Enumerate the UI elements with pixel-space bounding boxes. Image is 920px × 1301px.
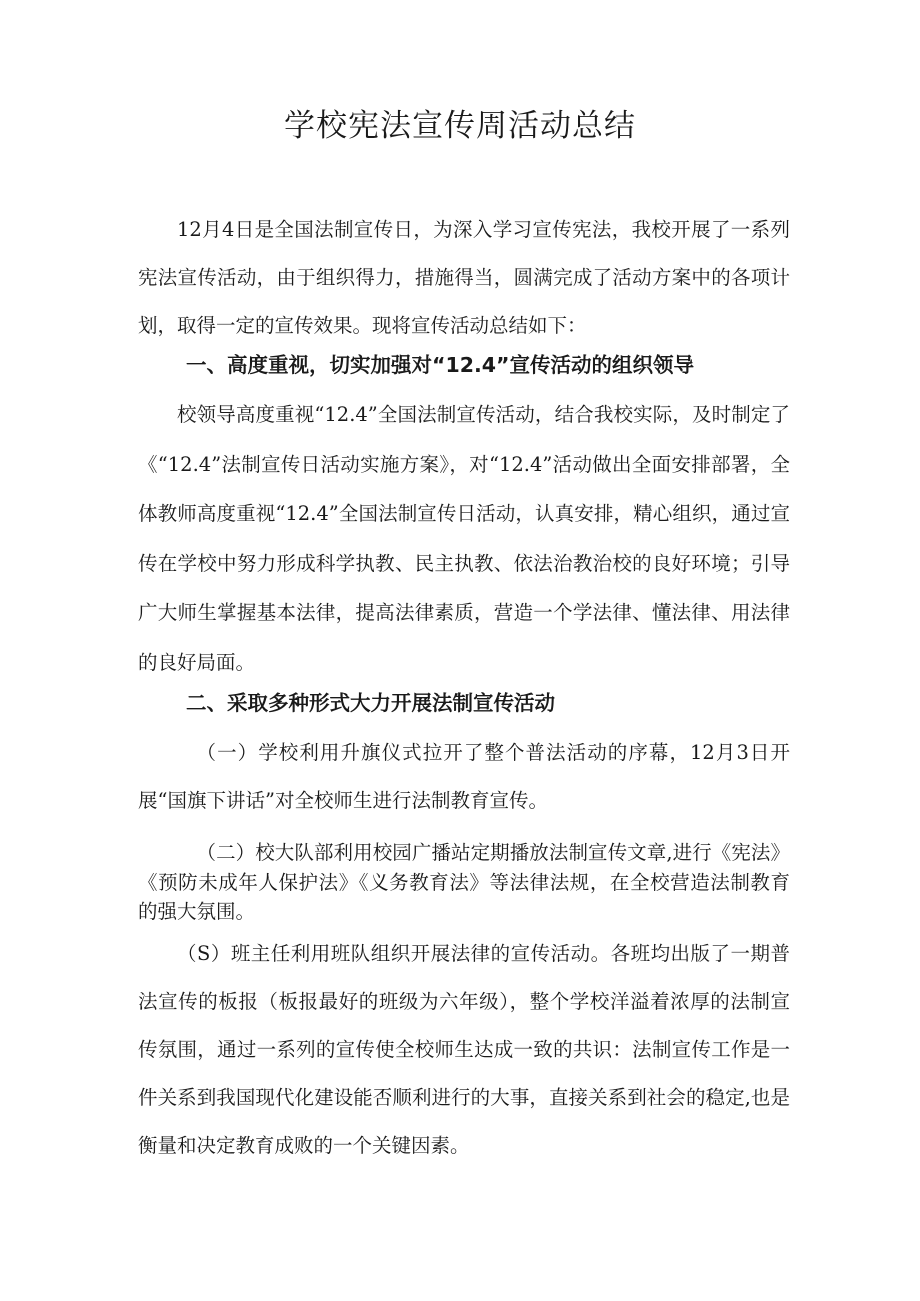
- section1-paragraph: 校领导高度重视“12.4”全国法制宣传活动，结合我校实际，及时制定了《“12.4”法制宣传日活动实施方案》，对“12.4”活动做出全面安排部署，全体教师高度重视“12.4”全国法制宣传日活动，认真安排，精心组织，通过宣传在学校中努力形成科学执教、民主执教、依法治教治校的良好环境；引导广大师生掌握基本法律，提高法律素质，营造一个学法律、懂法律、用法律的良好局面。: [138, 403, 790, 674]
- section2-item-2: （二）校大队部利用校园广播站定期播放法制宣传文章,进行《宪法》《预防未成年人保护法》《义务教育法》等法律法规，在全校营造法制教育的强大氛围。: [138, 841, 790, 923]
- section2-heading: 二、采取多种形式大力开展法制宣传活动: [186, 691, 555, 715]
- section2-item-1: （一）学校利用升旗仪式拉开了整个普法活动的序幕，12月3日开展“国旗下讲话”对全校师生进行法制教育宣传。: [138, 741, 790, 812]
- section2-item-3: （S）班主任利用班队组织开展法律的宣传活动。各班均出版了一期普法宣传的板报（板报最好的班级为六年级），整个学校洋溢着浓厚的法制宣传氛围，通过一系列的宣传使全校师生达成一致的共识：法制宣传工作是一件关系到我国现代化建设能否顺利进行的大事，直接关系到社会的稳定,也是衡量和决定教育成败的一个关键因素。: [138, 942, 790, 1157]
- section1-heading: 一、高度重视，切实加强对“12.4”宣传活动的组织领导: [186, 353, 695, 377]
- document-title: 学校宪法宣传周活动总结: [284, 108, 636, 144]
- intro-paragraph: 12月4日是全国法制宣传日，为深入学习宣传宪法，我校开展了一系列宪法宣传活动，由于组织得力，措施得当，圆满完成了活动方案中的各项计划，取得一定的宣传效果。现将宣传活动总结如下：: [138, 218, 790, 337]
